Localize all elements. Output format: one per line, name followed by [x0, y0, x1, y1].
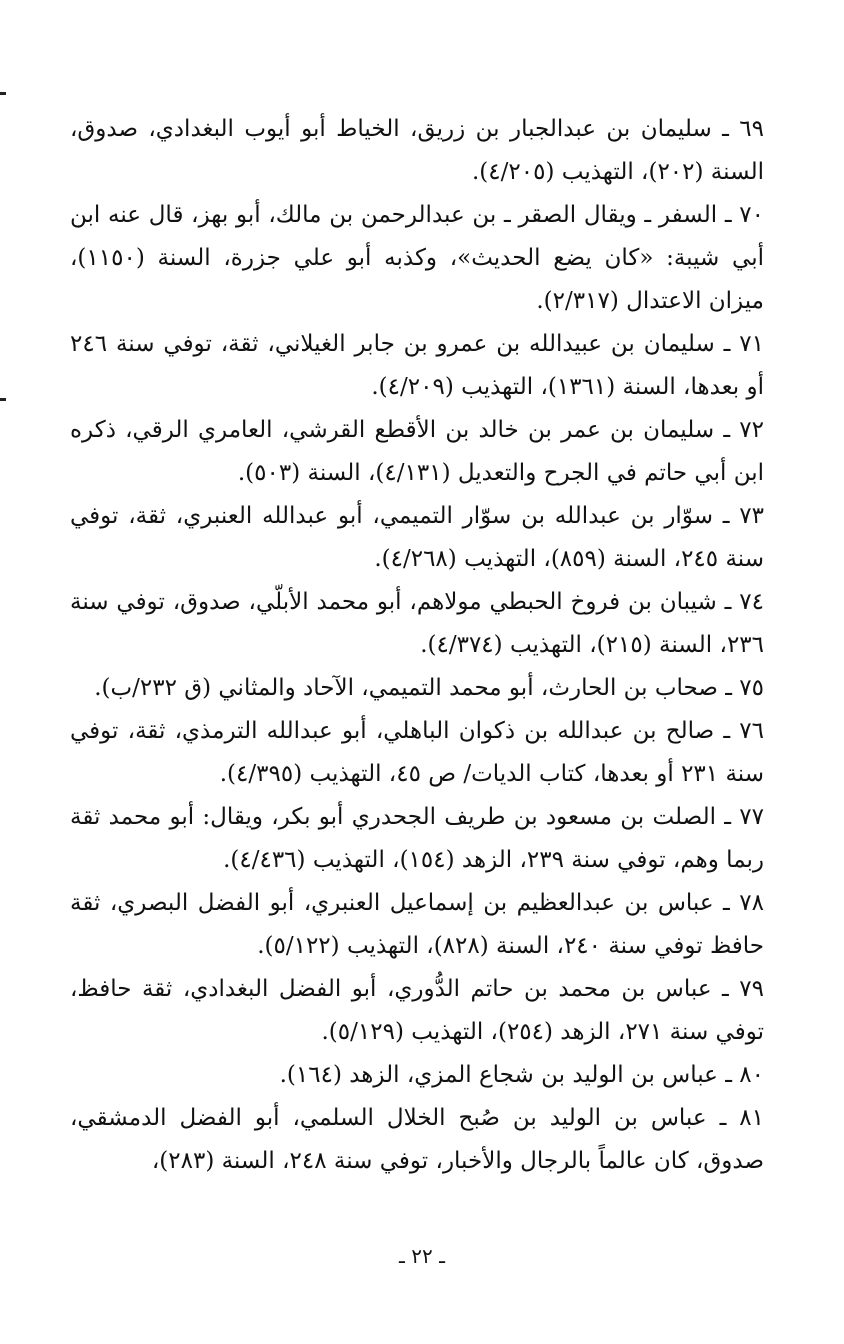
- entry-78: ٧٨ ـ عباس بن عبدالعظيم بن إسماعيل العنبري، أبو الفضل البصري، ثقة حافظ توفي سنة ٢٤٠، السنة (٨٢٨)، التهذيب (٥/١٢٢).: [70, 890, 764, 959]
- biography-entries: [70, 108, 764, 1183]
- entry-69: ٦٩ ـ سليمان بن عبدالجبار بن زريق، الخياط أبو أيوب البغدادي، صدوق، السنة (٢٠٢)، التهذيب (٤/٢٠٥).: [70, 116, 764, 185]
- entry-80: ٨٠ ـ عباس بن الوليد بن شجاع المزي، الزهد (١٦٤).: [279, 1062, 764, 1088]
- margin-mark: [0, 92, 6, 95]
- entry-71: ٧١ ـ سليمان بن عبيدالله بن عمرو بن جابر الغيلاني، ثقة، توفي سنة ٢٤٦ أو بعدها، السنة (١٣٦١)، التهذيب (٤/٢٠٩).: [70, 331, 764, 400]
- margin-mark: [0, 398, 6, 401]
- entry-76: ٧٦ ـ صالح بن عبدالله بن ذكوان الباهلي، أبو عبدالله الترمذي، ثقة، توفي سنة ٢٣١ أو بعدها، كتاب الديات/ ص ٤٥، التهذيب (٤/٣٩٥).: [70, 718, 764, 787]
- entry-77: ٧٧ ـ الصلت بن مسعود بن طريف الجحدري أبو بكر، ويقال: أبو محمد ثقة ربما وهم، توفي سنة ٢٣٩، الزهد (١٥٤)، التهذيب (٤/٤٣٦).: [70, 804, 764, 873]
- entry-81: ٨١ ـ عباس بن الوليد بن صُبح الخلال السلمي، أبو الفضل الدمشقي، صدوق، كان عالماً بالرجال والأخبار، توفي سنة ٢٤٨، السنة (٢٨٣)،: [70, 1105, 764, 1174]
- page-number: ـ ٢٢ ـ: [399, 1244, 445, 1268]
- entry-72: ٧٢ ـ سليمان بن عمر بن خالد بن الأقطع القرشي، العامري الرقي، ذكره ابن أبي حاتم في الجرح والتعديل (٤/١٣١)، السنة (٥٠٣).: [70, 417, 764, 486]
- entry-74: ٧٤ ـ شيبان بن فروخ الحبطي مولاهم، أبو محمد الأبلّي، صدوق، توفي سنة ٢٣٦، السنة (٢١٥)، التهذيب (٤/٣٧٤).: [70, 589, 764, 658]
- entry-70: ٧٠ ـ السفر ـ ويقال الصقر ـ بن عبدالرحمن بن مالك، أبو بهز، قال عنه ابن أبي شيبة: «كان يضع الحديث»، وكذبه أبو علي جزرة، السنة (١١٥٠)، ميزان الاعتدال (٢/٣١٧).: [70, 202, 764, 314]
- entry-79: ٧٩ ـ عباس بن محمد بن حاتم الدُّوري، أبو الفضل البغدادي، ثقة حافظ، توفي سنة ٢٧١، الزهد (٢٥٤)، التهذيب (٥/١٢٩).: [70, 976, 764, 1045]
- entry-75: ٧٥ ـ صحاب بن الحارث، أبو محمد التميمي، الآحاد والمثاني (ق ٢٣٢/ب).: [94, 675, 764, 701]
- entry-73: ٧٣ ـ سوّار بن عبدالله بن سوّار التميمي، أبو عبدالله العنبري، ثقة، توفي سنة ٢٤٥، السنة (٨٥٩)، التهذيب (٤/٢٦٨).: [70, 503, 764, 572]
